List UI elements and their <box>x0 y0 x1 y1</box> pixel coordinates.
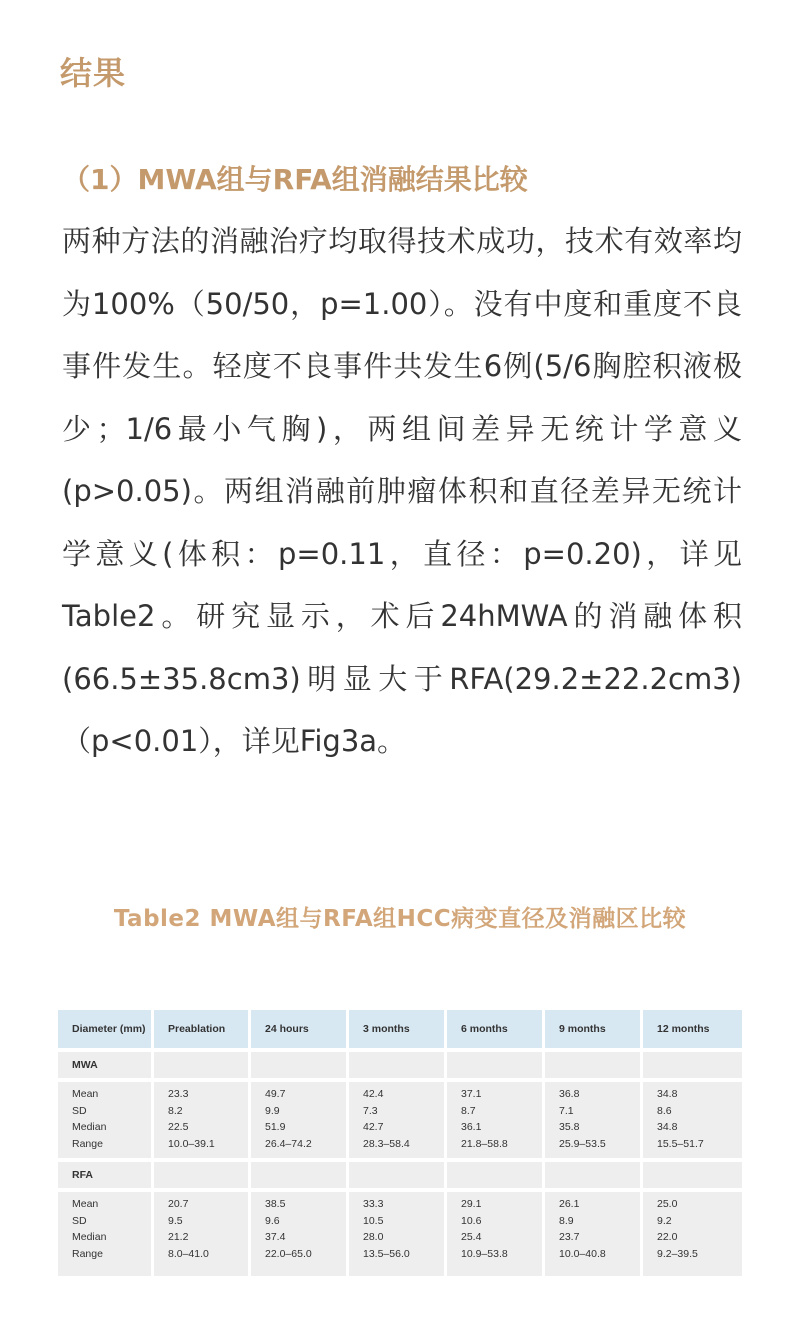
cell-value: 10.0–40.8 <box>559 1247 606 1260</box>
value-cell <box>349 1082 447 1158</box>
cell-value: 10.6 <box>461 1214 482 1227</box>
cell-value: 25.9–53.5 <box>559 1137 606 1150</box>
section-heading: 结果 <box>60 54 127 92</box>
row-labels-cell <box>58 1082 154 1158</box>
cell-value: 36.8 <box>559 1088 580 1100</box>
value-cell <box>643 1082 742 1158</box>
group-empty-cell <box>643 1052 742 1078</box>
cell-value: 33.3 <box>363 1198 384 1210</box>
cell-value: 25.0 <box>657 1198 678 1210</box>
table-group-row <box>58 1162 742 1188</box>
cell-value: 21.8–58.8 <box>461 1137 508 1150</box>
cell-value: 10.0–39.1 <box>168 1137 215 1150</box>
group-empty-cell <box>447 1052 545 1078</box>
value-cell <box>349 1192 447 1276</box>
cell-value: 9.5 <box>168 1214 183 1227</box>
value-cell <box>154 1082 251 1158</box>
group-label: RFA <box>58 1162 154 1188</box>
group-empty-cell <box>154 1052 251 1078</box>
cell-value: 37.4 <box>265 1231 286 1243</box>
cell-value: 38.5 <box>265 1198 286 1210</box>
cell-value: 22.0 <box>657 1231 678 1243</box>
row-labels-cell <box>58 1192 154 1276</box>
cell-value: 49.7 <box>265 1088 286 1100</box>
cell-value: 7.3 <box>363 1104 378 1117</box>
row-label: SD <box>72 1104 87 1117</box>
cell-value: 8.0–41.0 <box>168 1247 209 1260</box>
cell-value: 28.3–58.4 <box>363 1137 410 1150</box>
row-label: Range <box>72 1247 103 1260</box>
row-label: Range <box>72 1137 103 1150</box>
subsection-heading: （1）MWA组与RFA组消融结果比较 <box>62 163 528 196</box>
cell-value: 15.5–51.7 <box>657 1137 704 1150</box>
header-cell: 9 months <box>545 1010 643 1048</box>
cell-value: 20.7 <box>168 1198 189 1210</box>
group-empty-cell <box>154 1162 251 1188</box>
value-cell <box>251 1192 349 1276</box>
cell-value: 9.2 <box>657 1214 672 1227</box>
row-label: Mean <box>72 1198 99 1210</box>
value-cell <box>643 1192 742 1276</box>
cell-value: 7.1 <box>559 1104 574 1117</box>
cell-value: 9.6 <box>265 1214 280 1227</box>
group-empty-cell <box>251 1162 349 1188</box>
group-empty-cell <box>545 1052 643 1078</box>
value-cell <box>545 1192 643 1276</box>
row-label: Median <box>72 1231 107 1243</box>
table-row <box>58 1192 742 1276</box>
cell-value: 29.1 <box>461 1198 482 1210</box>
cell-value: 9.9 <box>265 1104 280 1117</box>
cell-value: 34.8 <box>657 1088 678 1100</box>
cell-value: 26.4–74.2 <box>265 1137 312 1150</box>
value-cell <box>447 1192 545 1276</box>
group-empty-cell <box>251 1052 349 1078</box>
cell-value: 8.9 <box>559 1214 574 1227</box>
cell-value: 21.2 <box>168 1231 189 1243</box>
cell-value: 13.5–56.0 <box>363 1247 410 1260</box>
row-label: Mean <box>72 1088 99 1100</box>
value-cell <box>251 1082 349 1158</box>
cell-value: 25.4 <box>461 1231 482 1243</box>
table-row <box>58 1082 742 1158</box>
row-label: SD <box>72 1214 87 1227</box>
cell-value: 10.5 <box>363 1214 384 1227</box>
group-empty-cell <box>349 1052 447 1078</box>
cell-value: 8.6 <box>657 1104 672 1117</box>
value-cell <box>154 1192 251 1276</box>
group-empty-cell <box>545 1162 643 1188</box>
group-label: MWA <box>58 1052 154 1078</box>
cell-value: 34.8 <box>657 1121 678 1133</box>
header-cell: Diameter (mm) <box>58 1010 154 1048</box>
row-label: Median <box>72 1121 107 1133</box>
cell-value: 36.1 <box>461 1121 482 1133</box>
cell-value: 9.2–39.5 <box>657 1247 698 1260</box>
value-cell <box>545 1082 643 1158</box>
cell-value: 8.7 <box>461 1104 476 1117</box>
cell-value: 10.9–53.8 <box>461 1247 508 1260</box>
header-cell: Preablation <box>154 1010 251 1048</box>
cell-value: 22.5 <box>168 1121 189 1133</box>
cell-value: 35.8 <box>559 1121 580 1133</box>
results-paragraph: 两种方法的消融治疗均取得技术成功，技术有效率均为100%（50/50，p=1.00）。没有中度和重度不良事件发生。轻度不良事件共发生6例(5/6胸腔积液极少；1/6最小气胸)，两组间差异无统计学意义(p>0.05)。两组消融前肿瘤体积和直径差异无统计学意义(体积：p=0.11，直径：p=0.20)，详见Table2。研究显示，术后24hMWA的消融体积(66.5±35.8cm3)明显大于RFA(29.2±22.2cm3)（p<0.01），详见Fig3a。 <box>62 224 742 758</box>
header-cell: 12 months <box>643 1010 742 1048</box>
cell-value: 51.9 <box>265 1121 286 1133</box>
table-header-row <box>58 1010 742 1048</box>
value-cell <box>447 1082 545 1158</box>
group-empty-cell <box>643 1162 742 1188</box>
header-cell: 6 months <box>447 1010 545 1048</box>
group-empty-cell <box>447 1162 545 1188</box>
group-empty-cell <box>349 1162 447 1188</box>
header-cell: 24 hours <box>251 1010 349 1048</box>
cell-value: 22.0–65.0 <box>265 1247 312 1260</box>
cell-value: 42.4 <box>363 1088 384 1100</box>
cell-value: 42.7 <box>363 1121 384 1133</box>
cell-value: 28.0 <box>363 1231 384 1243</box>
cell-value: 23.3 <box>168 1088 189 1100</box>
cell-value: 8.2 <box>168 1104 183 1117</box>
cell-value: 37.1 <box>461 1088 482 1100</box>
cell-value: 26.1 <box>559 1198 580 1210</box>
cell-value: 23.7 <box>559 1231 580 1243</box>
table-group-row <box>58 1052 742 1078</box>
table-caption: Table2 MWA组与RFA组HCC病变直径及消融区比较 <box>113 906 687 932</box>
comparison-table <box>58 1010 742 1276</box>
header-cell: 3 months <box>349 1010 447 1048</box>
